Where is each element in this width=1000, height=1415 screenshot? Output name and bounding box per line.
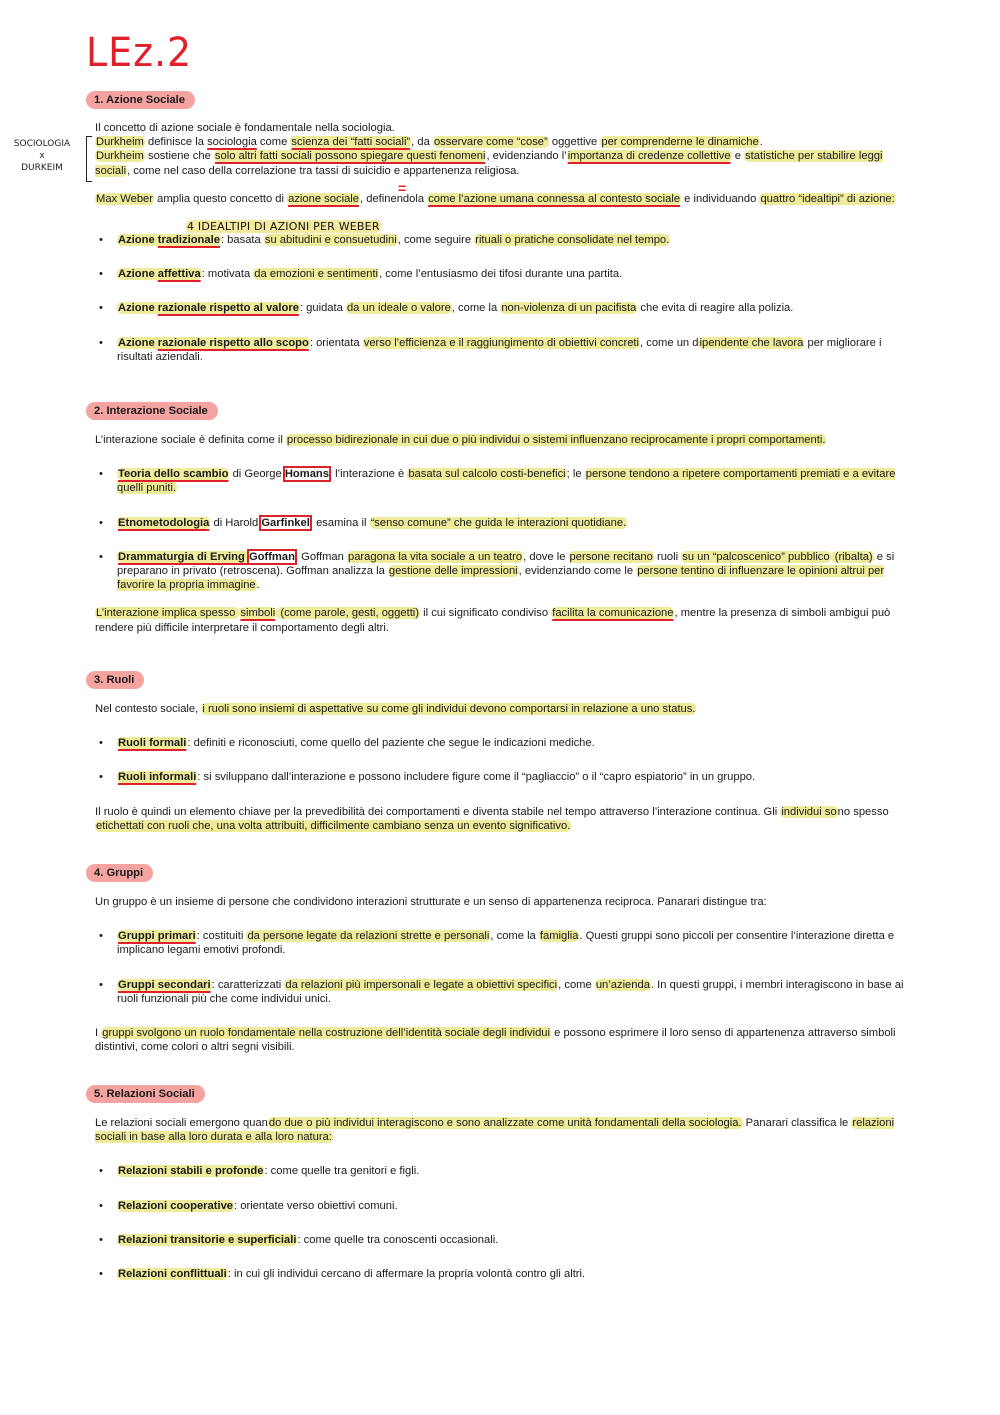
equals-mark: =	[398, 180, 407, 196]
list-item: • Relazioni conflittuali: in cui gli individui cercano di affermare la propria volontà contro gli altri.	[86, 1267, 906, 1281]
list-item: • Azione razionale rispetto al valore: guidata da un ideale o valore, come la non-violenza di un pacifista che evita di reagire alla polizia.	[86, 301, 906, 315]
s1-durkheim-1: Durkheim definisce la sociologia come scienza dei “fatti sociali”, da osservare come “cose” oggettive per comprenderne le dinamiche.	[96, 136, 763, 149]
s3-intro: Nel contesto sociale, i ruoli sono insiemi di aspettative su come gli individui devono comportarsi in relazione a uno status.	[95, 703, 696, 715]
section-title: 2. Interazione Sociale	[86, 402, 218, 420]
section-title: 5. Relazioni Sociali	[86, 1085, 205, 1103]
side-note	[8, 138, 76, 174]
section-interazione-sociale	[86, 402, 906, 635]
list-item: • Gruppi secondari: caratterizzati da relazioni più impersonali e legate a obiettivi specifici, come un’azienda. In questi gruppi, i membri interagiscono in base ai ruoli funzionali più che come individui unici.	[86, 978, 906, 1006]
list-item: • Ruoli informali: si sviluppano dall’interazione e possono includere figure come il “pagliaccio” o il “capro espiatorio” in un gruppo.	[86, 770, 906, 784]
s4-intro: Un gruppo è un insieme di persone che condividono interazioni strutturate e un senso di appartenenza reciproca. Panarari distingue tra:	[95, 896, 767, 908]
side-note-line: DURKEIM	[21, 163, 63, 173]
page-title: LEz.2	[86, 30, 193, 76]
list-item: • Ruoli formali: definiti e riconosciuti, come quello del paziente che segue le indicazioni mediche.	[86, 736, 906, 750]
s1-durkheim-2: Durkheim sostiene che solo altri fatti sociali possono spiegare questi fenomeni, evidenziando l’importanza di credenze collettive e statistiche per stabilire leggi sociali, come nel caso della correlazione tra tassi di suicidio e appartenenza religiosa.	[95, 150, 883, 177]
section-title: 3. Ruoli	[86, 671, 144, 689]
s1-weber: Max Weber amplia questo concetto di azione sociale, definendola come l’azione umana connessa al contesto sociale e individuando quattro “idealtipi” di azione:	[96, 192, 895, 205]
section-title: 4. Gruppi	[86, 864, 153, 882]
s5-intro: Le relazioni sociali emergono quando due o più individui interagiscono e sono analizzate come unità fondamentali della sociologia. Panarari classifica le relazioni sociali in base alla loro durata e alla loro natura:	[95, 1117, 895, 1144]
s4-closing: I gruppi svolgono un ruolo fondamentale nella costruzione dell’identità sociale degli individui e possono esprimere il loro senso di appartenenza attraverso simboli distintivi, come colori o altri segni visibili.	[95, 1027, 896, 1054]
s2-intro: L’interazione sociale è definita come il processo bidirezionale in cui due o più individui o sistemi influenzano reciprocamente i propri comportamenti.	[95, 434, 826, 446]
s5-list	[86, 1164, 906, 1281]
list-item: • Relazioni transitorie e superficiali: come quelle tra conoscenti occasionali.	[86, 1233, 906, 1247]
s2-closing: L’interazione implica spesso simboli (come parole, gesti, oggetti) il cui significato condiviso facilita la comunicazione, mentre la presenza di simboli ambigui può rendere più difficile interpretare il comportamento degli altri.	[95, 607, 891, 634]
list-item: • Etnometodologia di Harold Garfinkel: esamina il “senso comune” che guida le interazioni quotidiane.	[86, 516, 906, 530]
s4-list	[86, 929, 906, 1006]
list-item: • Azione tradizionale: basata su abitudini e consuetudini, come seguire rituali o pratiche consolidate nel tempo.	[86, 233, 906, 247]
section-title: 1. Azione Sociale	[86, 91, 195, 109]
list-item: • Azione razionale rispetto allo scopo: orientata verso l’efficienza e il raggiungimento di obiettivi concreti, come un dipendente che lavora per migliorare i risultati aziendali.	[86, 336, 906, 364]
s1-intro: Il concetto di azione sociale è fondamentale nella sociologia.	[95, 122, 395, 134]
section-relazioni-sociali	[86, 1085, 906, 1281]
list-item: • Drammaturgia di Erving Goffman: Goffman paragona la vita sociale a un teatro, dove le persone recitano ruoli su un “palcoscenico” pubblico (ribalta) e si preparano in privato (retroscena). Goffman analizza la gestione delle impressioni, evidenziando come le persone tentino di influenzare le opinioni altrui per favorire la propria immagine.	[86, 550, 906, 593]
side-note-line: x	[39, 151, 45, 161]
section-ruoli	[86, 671, 906, 833]
list-item: • Teoria dello scambio di George Homans: l’interazione è basata sul calcolo costi-benefici; le persone tendono a ripetere comportamenti premiati e a evitare quelli puniti.	[86, 467, 906, 495]
section-azione-sociale	[86, 91, 906, 364]
s1-list	[86, 233, 906, 364]
list-item: • Gruppi primari: costituiti da persone legate da relazioni strette e personali, come la famiglia. Questi gruppi sono piccoli per consentire l’interazione diretta e implicano legami emotivi profondi.	[86, 929, 906, 957]
s3-list	[86, 736, 906, 784]
s3-closing: Il ruolo è quindi un elemento chiave per la prevedibilità dei comportamenti e diventa stabile nel tempo attraverso l’interazione continua. Gli individui sono spesso etichettati con ruoli che, una volta attribuiti, difficilmente cambiano senza un evento significativo.	[95, 805, 889, 832]
list-item: • Relazioni stabili e profonde: come quelle tra genitori e figli.	[86, 1164, 906, 1178]
list-item: • Azione affettiva: motivata da emozioni e sentimenti, come l’entusiasmo dei tifosi durante una partita.	[86, 267, 906, 281]
side-note-line: SOCIOLOGIA	[13, 139, 71, 149]
weber-note: 4 IDEALTIPI DI AZIONI PER WEBER	[187, 220, 380, 233]
list-item: • Relazioni cooperative: orientate verso obiettivi comuni.	[86, 1199, 906, 1213]
s2-list	[86, 467, 906, 592]
section-gruppi	[86, 864, 906, 1054]
